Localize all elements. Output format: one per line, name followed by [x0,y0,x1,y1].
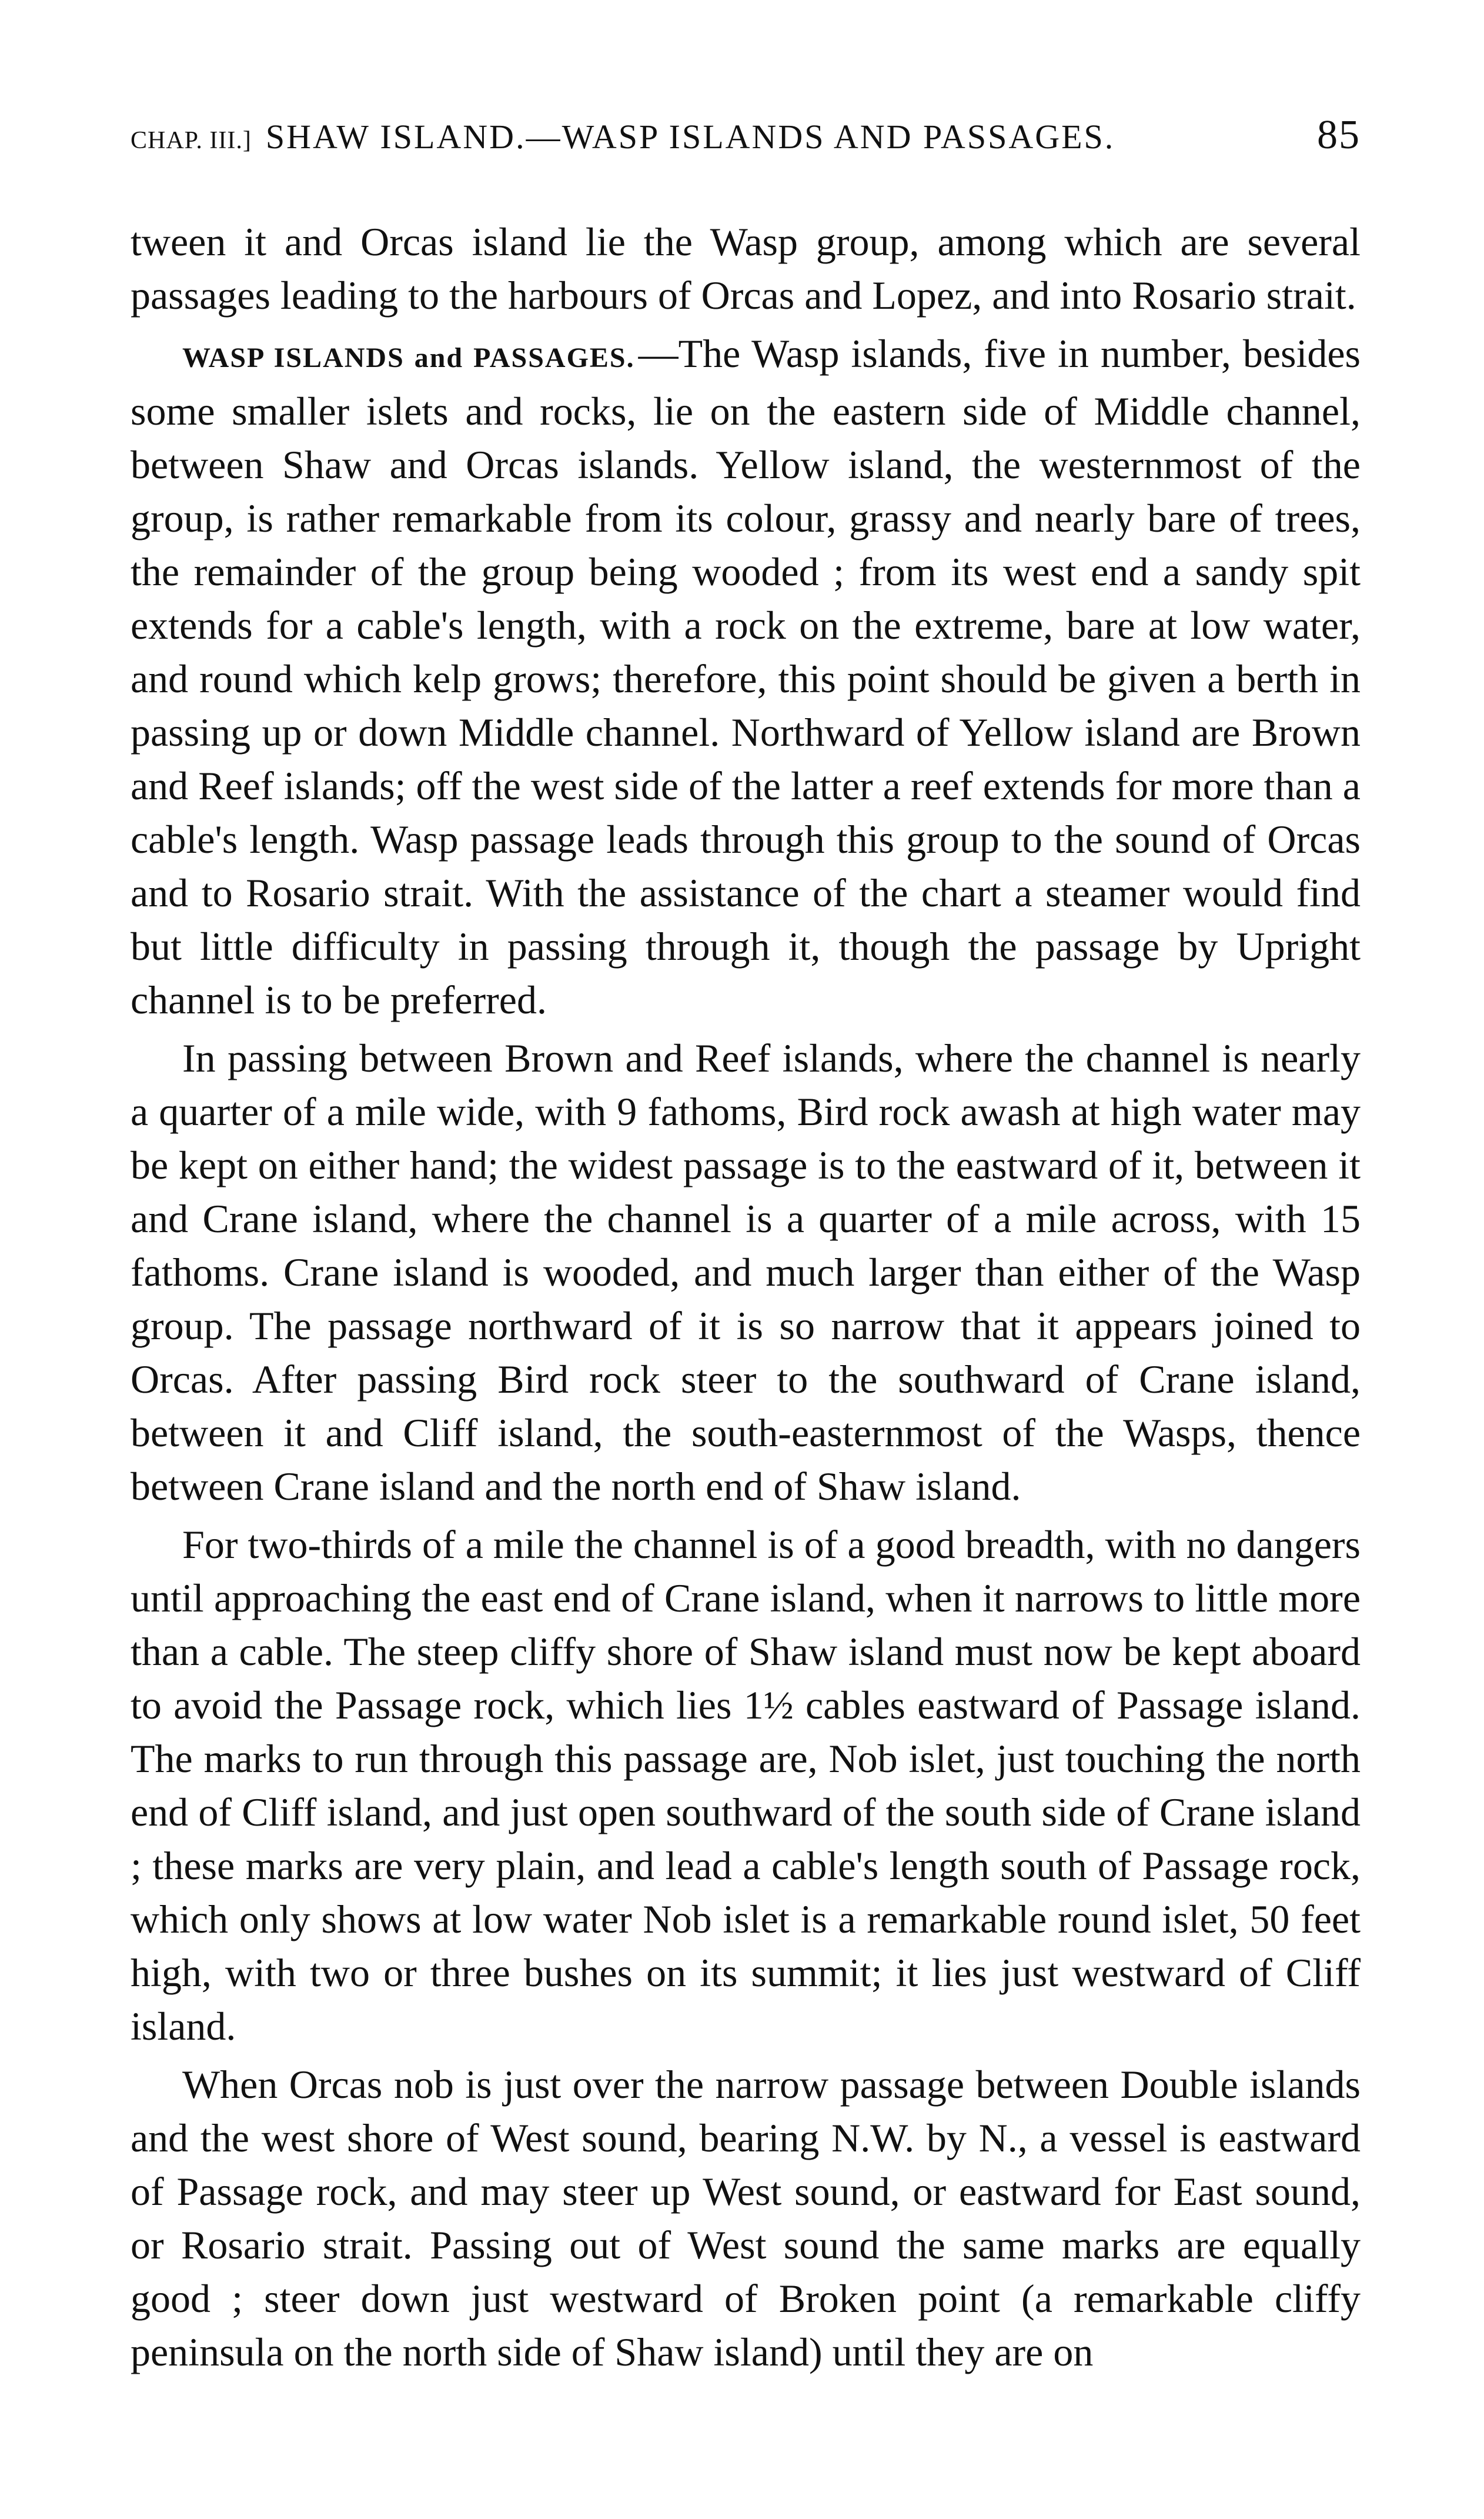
section-heading: WASP ISLANDS and PASSAGES. [182,342,635,373]
paragraph-crane-island-channel [131,1518,1361,2053]
page-header-title: SHAW ISLAND.—WASP ISLANDS AND PASSAGES. [265,118,1115,156]
paragraph-orcas-nob [131,2058,1361,2379]
paragraph-text: In passing between Brown and Reef islands, where the channel is nearly a quarter of a mile wide, with 9 fathoms, Bird rock awash at high water may be kept on either hand; the widest passage is to the eastward of it, between it and Crane island, where the channel is a quarter of a mile across, with 15 fathoms. Crane island is wooded, and much larger than either of the Wasp group. The passage northward of it is so narrow that it appears joined to Orcas. After passing Bird rock steer to the southward of Crane island, between it and Cliff island, the south-easternmost of the Wasps, thence between Crane island and the north end of Shaw island. [131,1036,1361,1509]
paragraph-text: tween it and Orcas island lie the Wasp group, among which are several passages leading to the harbours of Orcas and Lopez, and into Rosario strait. [131,219,1361,318]
paragraph-text: When Orcas nob is just over the narrow passage between Double islands and the west shore of West sound, bearing N.W. by N., a vessel is eastward of Passage rock, and may steer up West sound, or eastward for East sound, or Rosario strait. Passing out of West sound the same marks are equally good ; steer down just westward of Broken point (a remarkable cliffy peninsula on the north side of Shaw island) until they are on [131,2062,1361,2374]
paragraph-text: —The Wasp islands, five in number, besides some smaller islets and rocks, lie on the eastern side of Middle channel, between Shaw and Orcas islands. Yellow island, the westernmost of the group, is rather remarkable from its colour, grassy and nearly bare of trees, the remainder of the group being wooded ; from its west end a sandy spit extends for a cable's length, with a rock on the extreme, bare at low water, and round which kelp grows; therefore, this point should be given a berth in passing up or down Middle channel. Northward of Yellow island are Brown and Reef islands; off the west side of the latter a reef extends for more than a cable's length. Wasp passage leads through this group to the sound of Orcas and to Rosario strait. With the assistance of the chart a steamer would find but little difficulty in passing through it, though the passage by Upright channel is to be preferred. [131,331,1361,1022]
paragraph-brown-reef-passage [131,1032,1361,1513]
paragraph-text: For two-thirds of a mile the channel is of a good breadth, with no dangers until approaching the east end of Crane island, when it narrows to little more than a cable. The steep cliffy shore of Shaw island must now be kept aboard to avoid the Passage rock, which lies 1½ cables eastward of Passage island. The marks to run through this passage are, Nob islet, just touching the north end of Cliff island, and just open southward of the south side of Crane island ; these marks are very plain, and lead a cable's length south of Passage rock, which only shows at low water Nob islet is a remarkable round islet, 50 feet high, with two or three bushes on its summit; it lies just westward of Cliff island. [131,1522,1361,2048]
page-number: 85 [1317,112,1361,158]
paragraph-continuation [131,215,1361,322]
running-header [131,112,1361,182]
chapter-reference: CHAP. III.] [131,127,252,154]
paragraph-wasp-islands [131,327,1361,1027]
page-body [131,215,1361,2379]
